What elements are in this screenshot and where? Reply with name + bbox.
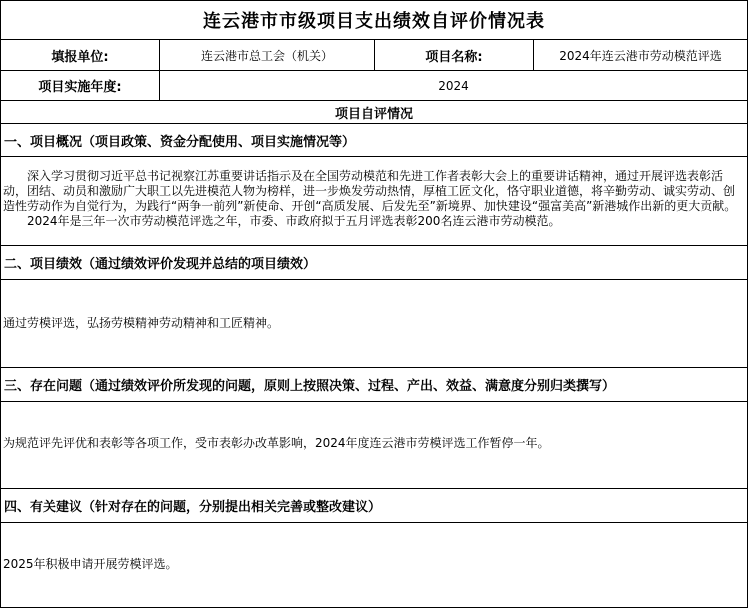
- page-title: 连云港市市级项目支出绩效自评价情况表: [0, 0, 748, 40]
- year-value[interactable]: 2024: [159, 70, 748, 101]
- section-1-heading: 一、项目概况（项目政策、资金分配使用、项目实施情况等）: [0, 123, 748, 157]
- section-4-heading: 四、有关建议（针对存在的问题，分别提出相关完善或整改建议）: [0, 488, 748, 523]
- section-3-paragraph-1: 为规范评先评优和表彰等各项工作，受市表彰办改革影响，2024年度连云港市劳模评选工作暂停一年。: [3, 436, 550, 450]
- section-2-paragraph-1: 通过劳模评选，弘扬劳模精神劳动精神和工匠精神。: [3, 316, 280, 330]
- section-1-paragraph-2: 2024年是三年一次市劳动模范评选之年，市委、市政府拟于五月评选表彰200名连云港市劳动模范。: [27, 214, 561, 228]
- section-1-body[interactable]: [0, 156, 748, 246]
- section-1-paragraph-1: 深入学习贯彻习近平总书记视察江苏重要讲话指示及在全国劳动模范和先进工作者表彰大会上的重要讲话精神，通过开展评选表彰活动，团结、动员和激励广大职工以先进模范人物为榜样，进一步焕发劳动热情，厚植工匠文化，恪守职业道德，将辛勤劳动、诚实劳动、创造性劳动作为自觉行为，为践行“两争一前列”新使命、开创“高质发展、后发先至”新境界、加快建设“强富美高”新港城作出新的更大贡献。: [3, 169, 737, 213]
- self-eval-header: 项目自评情况: [0, 100, 748, 124]
- section-3-body[interactable]: [0, 401, 748, 489]
- year-label: 项目实施年度:: [0, 70, 160, 101]
- project-name-label: 项目名称:: [374, 39, 534, 71]
- section-2-heading: 二、项目绩效（通过绩效评价发现并总结的项目绩效）: [0, 245, 748, 280]
- section-4-paragraph-1: 2025年积极申请开展劳模评选。: [3, 557, 178, 571]
- section-3-heading: 三、存在问题（通过绩效评价所发现的问题，原则上按照决策、过程、产出、效益、满意度分别归类撰写）: [0, 367, 748, 402]
- project-name-value[interactable]: 2024年连云港市劳动模范评选: [533, 39, 748, 71]
- section-4-body[interactable]: [0, 522, 748, 608]
- unit-value[interactable]: 连云港市总工会（机关）: [159, 39, 375, 71]
- section-2-body[interactable]: [0, 279, 748, 368]
- unit-label: 填报单位:: [0, 39, 160, 71]
